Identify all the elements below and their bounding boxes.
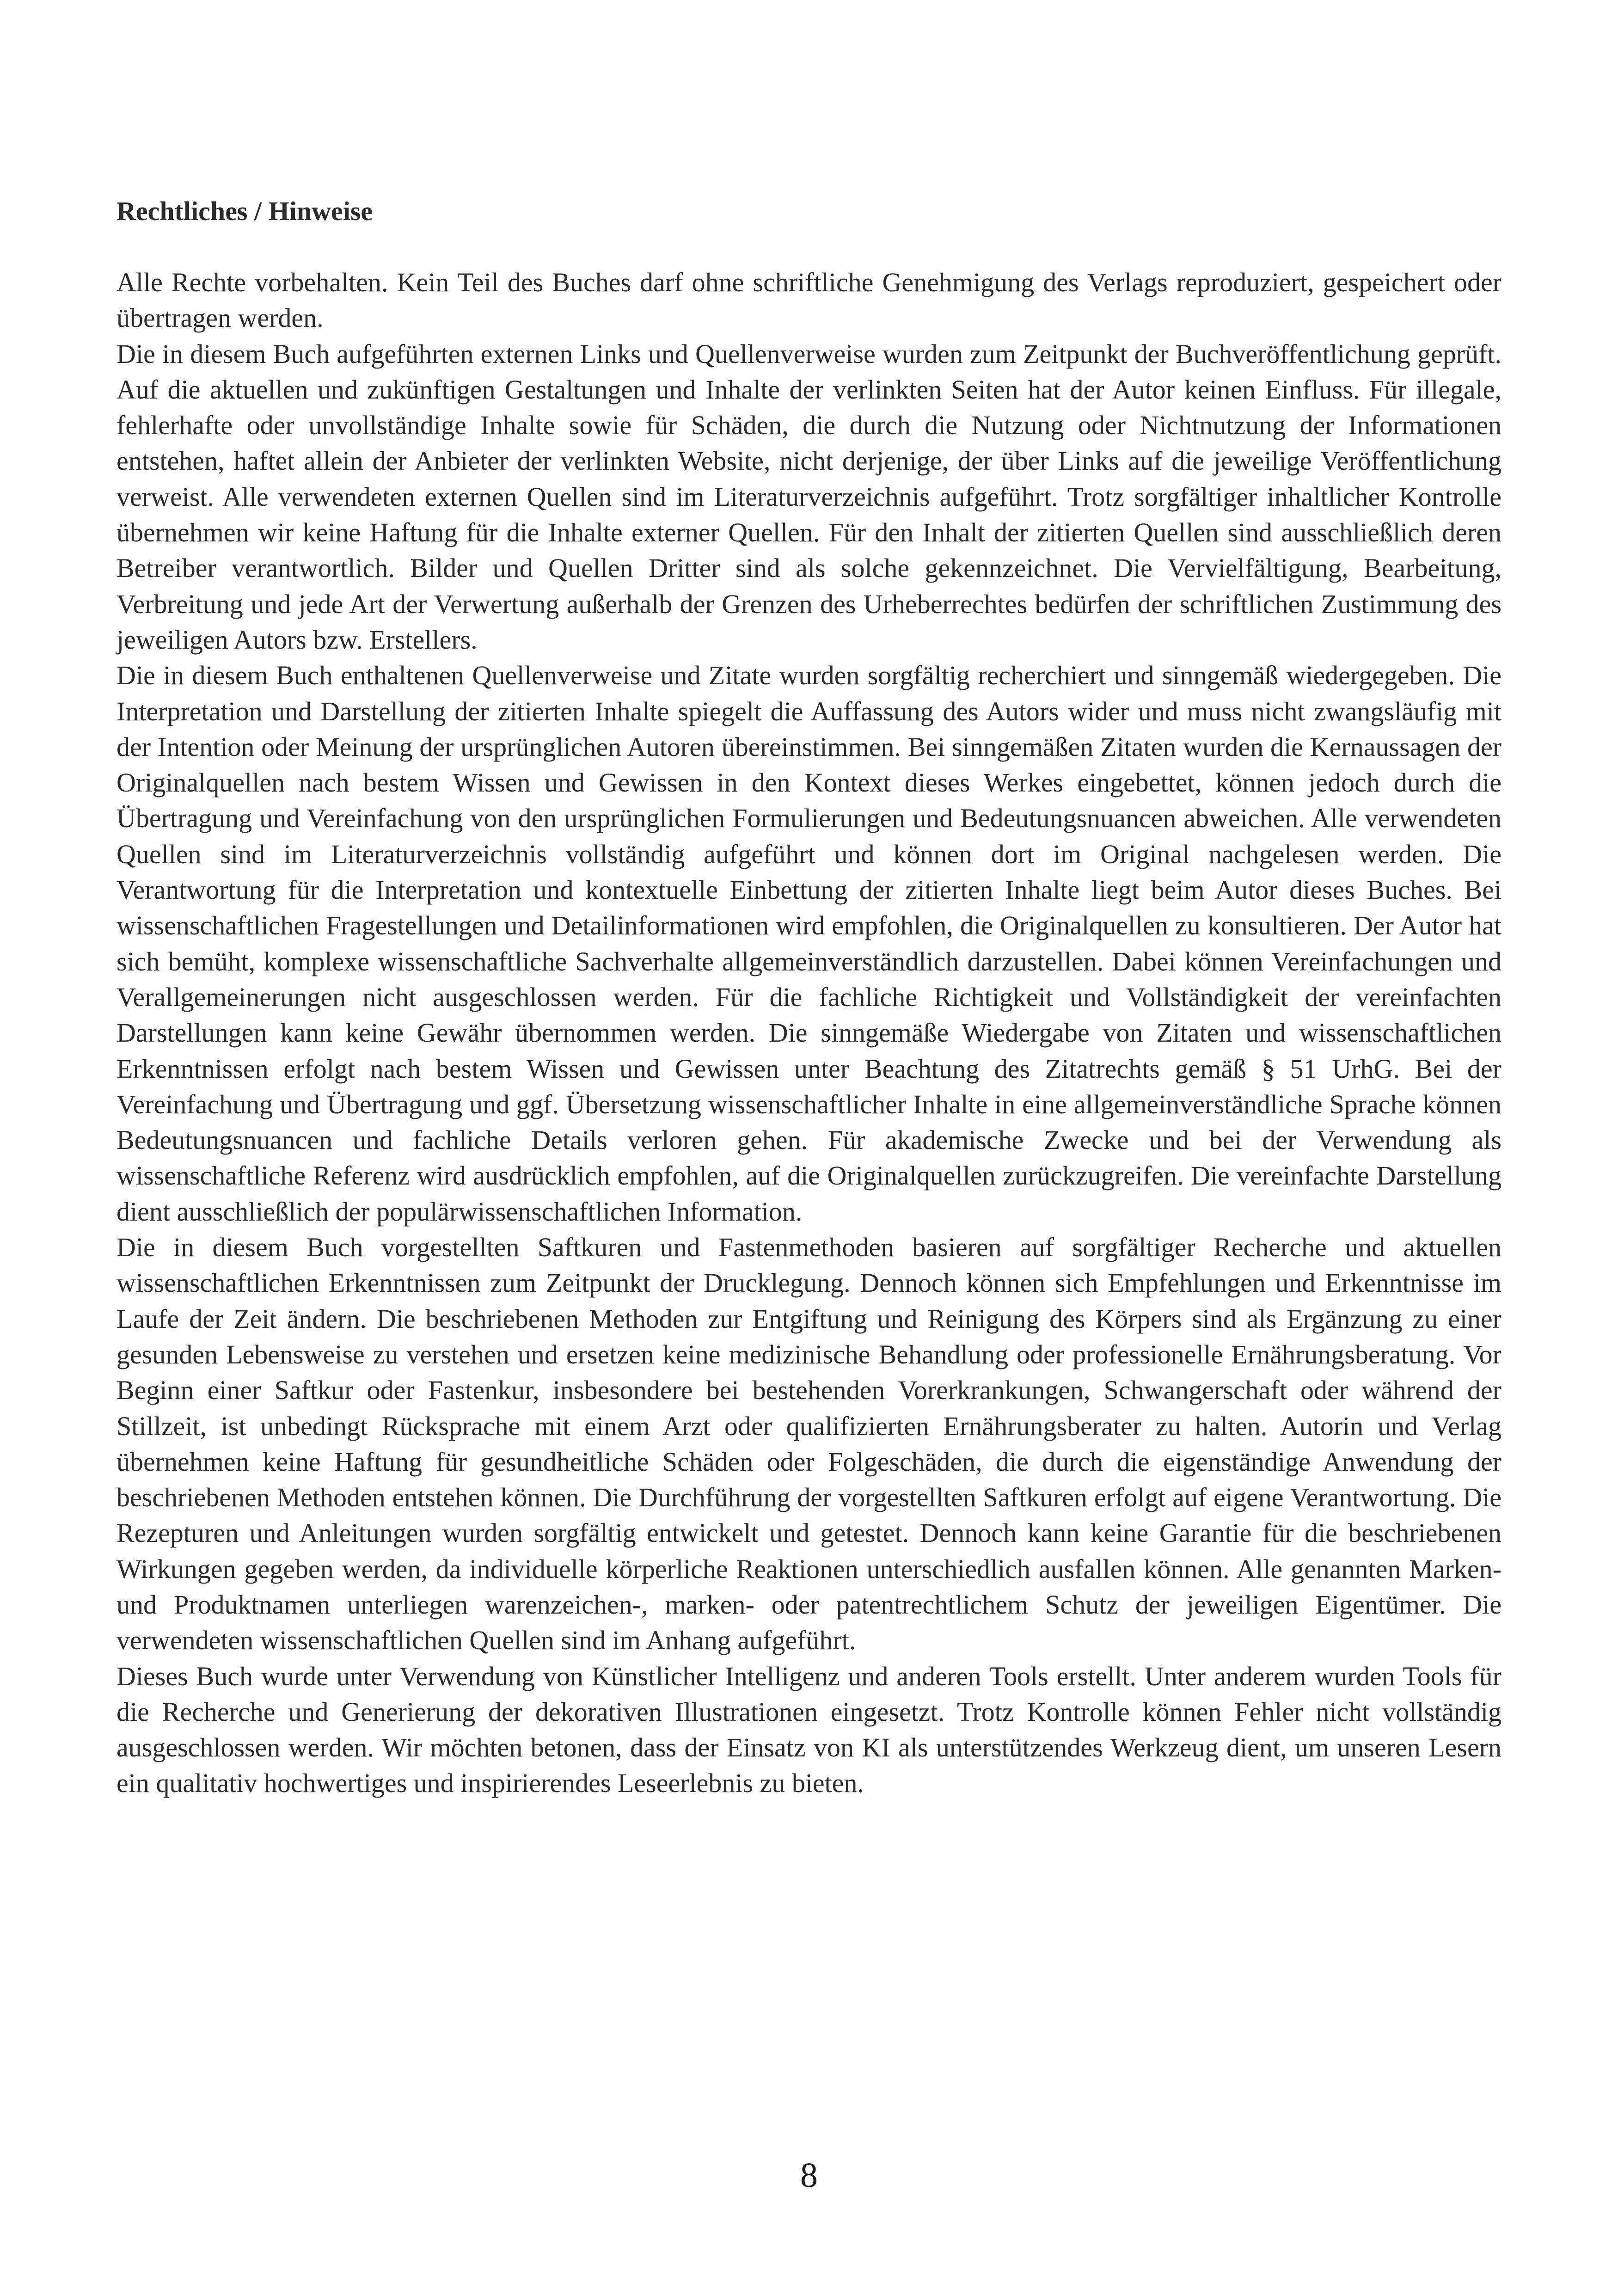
page-content xyxy=(116,193,1502,1801)
page-number: 8 xyxy=(800,2156,818,2195)
paragraph-ai-notice: Dieses Buch wurde unter Verwendung von Künstlicher Intelligenz und anderen Tools erstellt. Unter anderem wurden Tools für die Recherche und Generierung der dekorativen Illustrationen eingesetzt. Trotz Kontrolle können Fehler nicht vollständig ausgeschlossen werden. Wir möchten betonen, dass der Einsatz von KI als unterstützendes Werkzeug dient, um unseren Lesern ein qualitativ hochwertiges und inspirierendes Leseerlebnis zu bieten. xyxy=(116,1661,1502,1799)
paragraph-citations: Die in diesem Buch enthaltenen Quellenverweise und Zitate wurden sorgfältig recherchiert und sinngemäß wiedergegeben. Die Interpretation und Darstellung der zitierten Inhalte spiegelt die Auffassung des Autors wider und muss nicht zwangsläufig mit der Intention oder Meinung der ursprünglichen Autoren übereinstimmen. Bei sinngemäßen Zitaten wurden die Kernaussagen der Originalquellen nach bestem Wissen und Gewissen in den Kontext dieses Werkes eingebettet, können jedoch durch die Übertragung und Vereinfachung von den ursprünglichen Formulierungen und Bedeutungsnuancen abweichen. Alle verwendeten Quellen sind im Literaturverzeichnis vollständig aufgeführt und können dort im Original nachgelesen werden. Die Verantwortung für die Interpretation und kontextuelle Einbettung der zitierten Inhalte liegt beim Autor dieses Buches. Bei wissenschaftlichen Fragestellungen und Detailinformationen wird empfohlen, die Originalquellen zu konsultieren. Der Autor hat sich bemüht, komplexe wissenschaftliche Sachverhalte allgemeinverständlich darzustellen. Dabei können Vereinfachungen und Verallgemeinerungen nicht ausgeschlossen werden. Für die fachliche Richtigkeit und Vollständigkeit der vereinfachten Darstellungen kann keine Gewähr übernommen werden. Die sinngemäße Wiedergabe von Zitaten und wissenschaftlichen Erkenntnissen erfolgt nach bestem Wissen und Gewissen unter Beachtung des Zitatrechts gemäß § 51 UrhG. Bei der Vereinfachung und Übertragung und ggf. Übersetzung wissenschaftlicher Inhalte in eine allgemeinverständliche Sprache können Bedeutungsnuancen und fachliche Details verloren gehen. Für akademische Zwecke und bei der Verwendung als wissenschaftliche Referenz wird ausdrücklich empfohlen, auf die Originalquellen zurückzugreifen. Die vereinfachte Darstellung dient ausschließlich der populärwissenschaftlichen Information. xyxy=(116,660,1502,1227)
paragraph-rights-reserved: Alle Rechte vorbehalten. Kein Teil des Buches darf ohne schriftliche Genehmigung des Verlags reproduziert, gespeichert oder übertragen werden. xyxy=(116,267,1502,333)
paragraph-external-links: Die in diesem Buch aufgeführten externen Links und Quellenverweise wurden zum Zeitpunkt der Buchveröffentlichung geprüft. Auf die aktuellen und zukünftigen Gestaltungen und Inhalte der verlinkten Seiten hat der Autor keinen Einfluss. Für illegale, fehlerhafte oder unvollständige Inhalte sowie für Schäden, die durch die Nutzung oder Nichtnutzung der Informationen entstehen, haftet allein der Anbieter der verlinkten Website, nicht derjenige, der über Links auf die jeweilige Veröffentlichung verweist. Alle verwendeten externen Quellen sind im Literaturverzeichnis aufgeführt. Trotz sorgfältiger inhaltlicher Kontrolle übernehmen wir keine Haftung für die Inhalte externer Quellen. Für den Inhalt der zitierten Quellen sind ausschließlich deren Betreiber verantwortlich. Bilder und Quellen Dritter sind als solche gekennzeichnet. Die Vervielfältigung, Bearbeitung, Verbreitung und jede Art der Verwertung außerhalb der Grenzen des Urheberrechtes bedürfen der schriftlichen Zustimmung des jeweiligen Autors bzw. Erstellers. xyxy=(116,338,1502,655)
paragraph-health-disclaimer: Die in diesem Buch vorgestellten Saftkuren und Fastenmethoden basieren auf sorgfältiger Recherche und aktuellen wissenschaftlichen Erkenntnissen zum Zeitpunkt der Drucklegung. Dennoch können sich Empfehlungen und Erkenntnisse im Laufe der Zeit ändern. Die beschriebenen Methoden zur Entgiftung und Reinigung des Körpers sind als Ergänzung zu einer gesunden Lebensweise zu verstehen und ersetzen keine medizinische Behandlung oder professionelle Ernährungsberatung. Vor Beginn einer Saftkur oder Fastenkur, insbesondere bei bestehenden Vorerkrankungen, Schwangerschaft oder während der Stillzeit, ist unbedingt Rücksprache mit einem Arzt oder qualifizierten Ernährungsberater zu halten. Autorin und Verlag übernehmen keine Haftung für gesundheitliche Schäden oder Folgeschäden, die durch die eigenständige Anwendung der beschriebenen Methoden entstehen können. Die Durchführung der vorgestellten Saftkuren erfolgt auf eigene Verantwortung. Die Rezepturen und Anleitungen wurden sorgfältig entwickelt und getestet. Dennoch kann keine Garantie für die beschriebenen Wirkungen gegeben werden, da individuelle körperliche Reaktionen unterschiedlich ausfallen können. Alle genannten Marken- und Produktnamen unterliegen warenzeichen-, marken- oder patentrechtlichem Schutz der jeweiligen Eigentümer. Die verwendeten wissenschaftlichen Quellen sind im Anhang aufgeführt. xyxy=(116,1232,1502,1656)
section-heading: Rechtliches / Hinweise xyxy=(116,196,373,226)
